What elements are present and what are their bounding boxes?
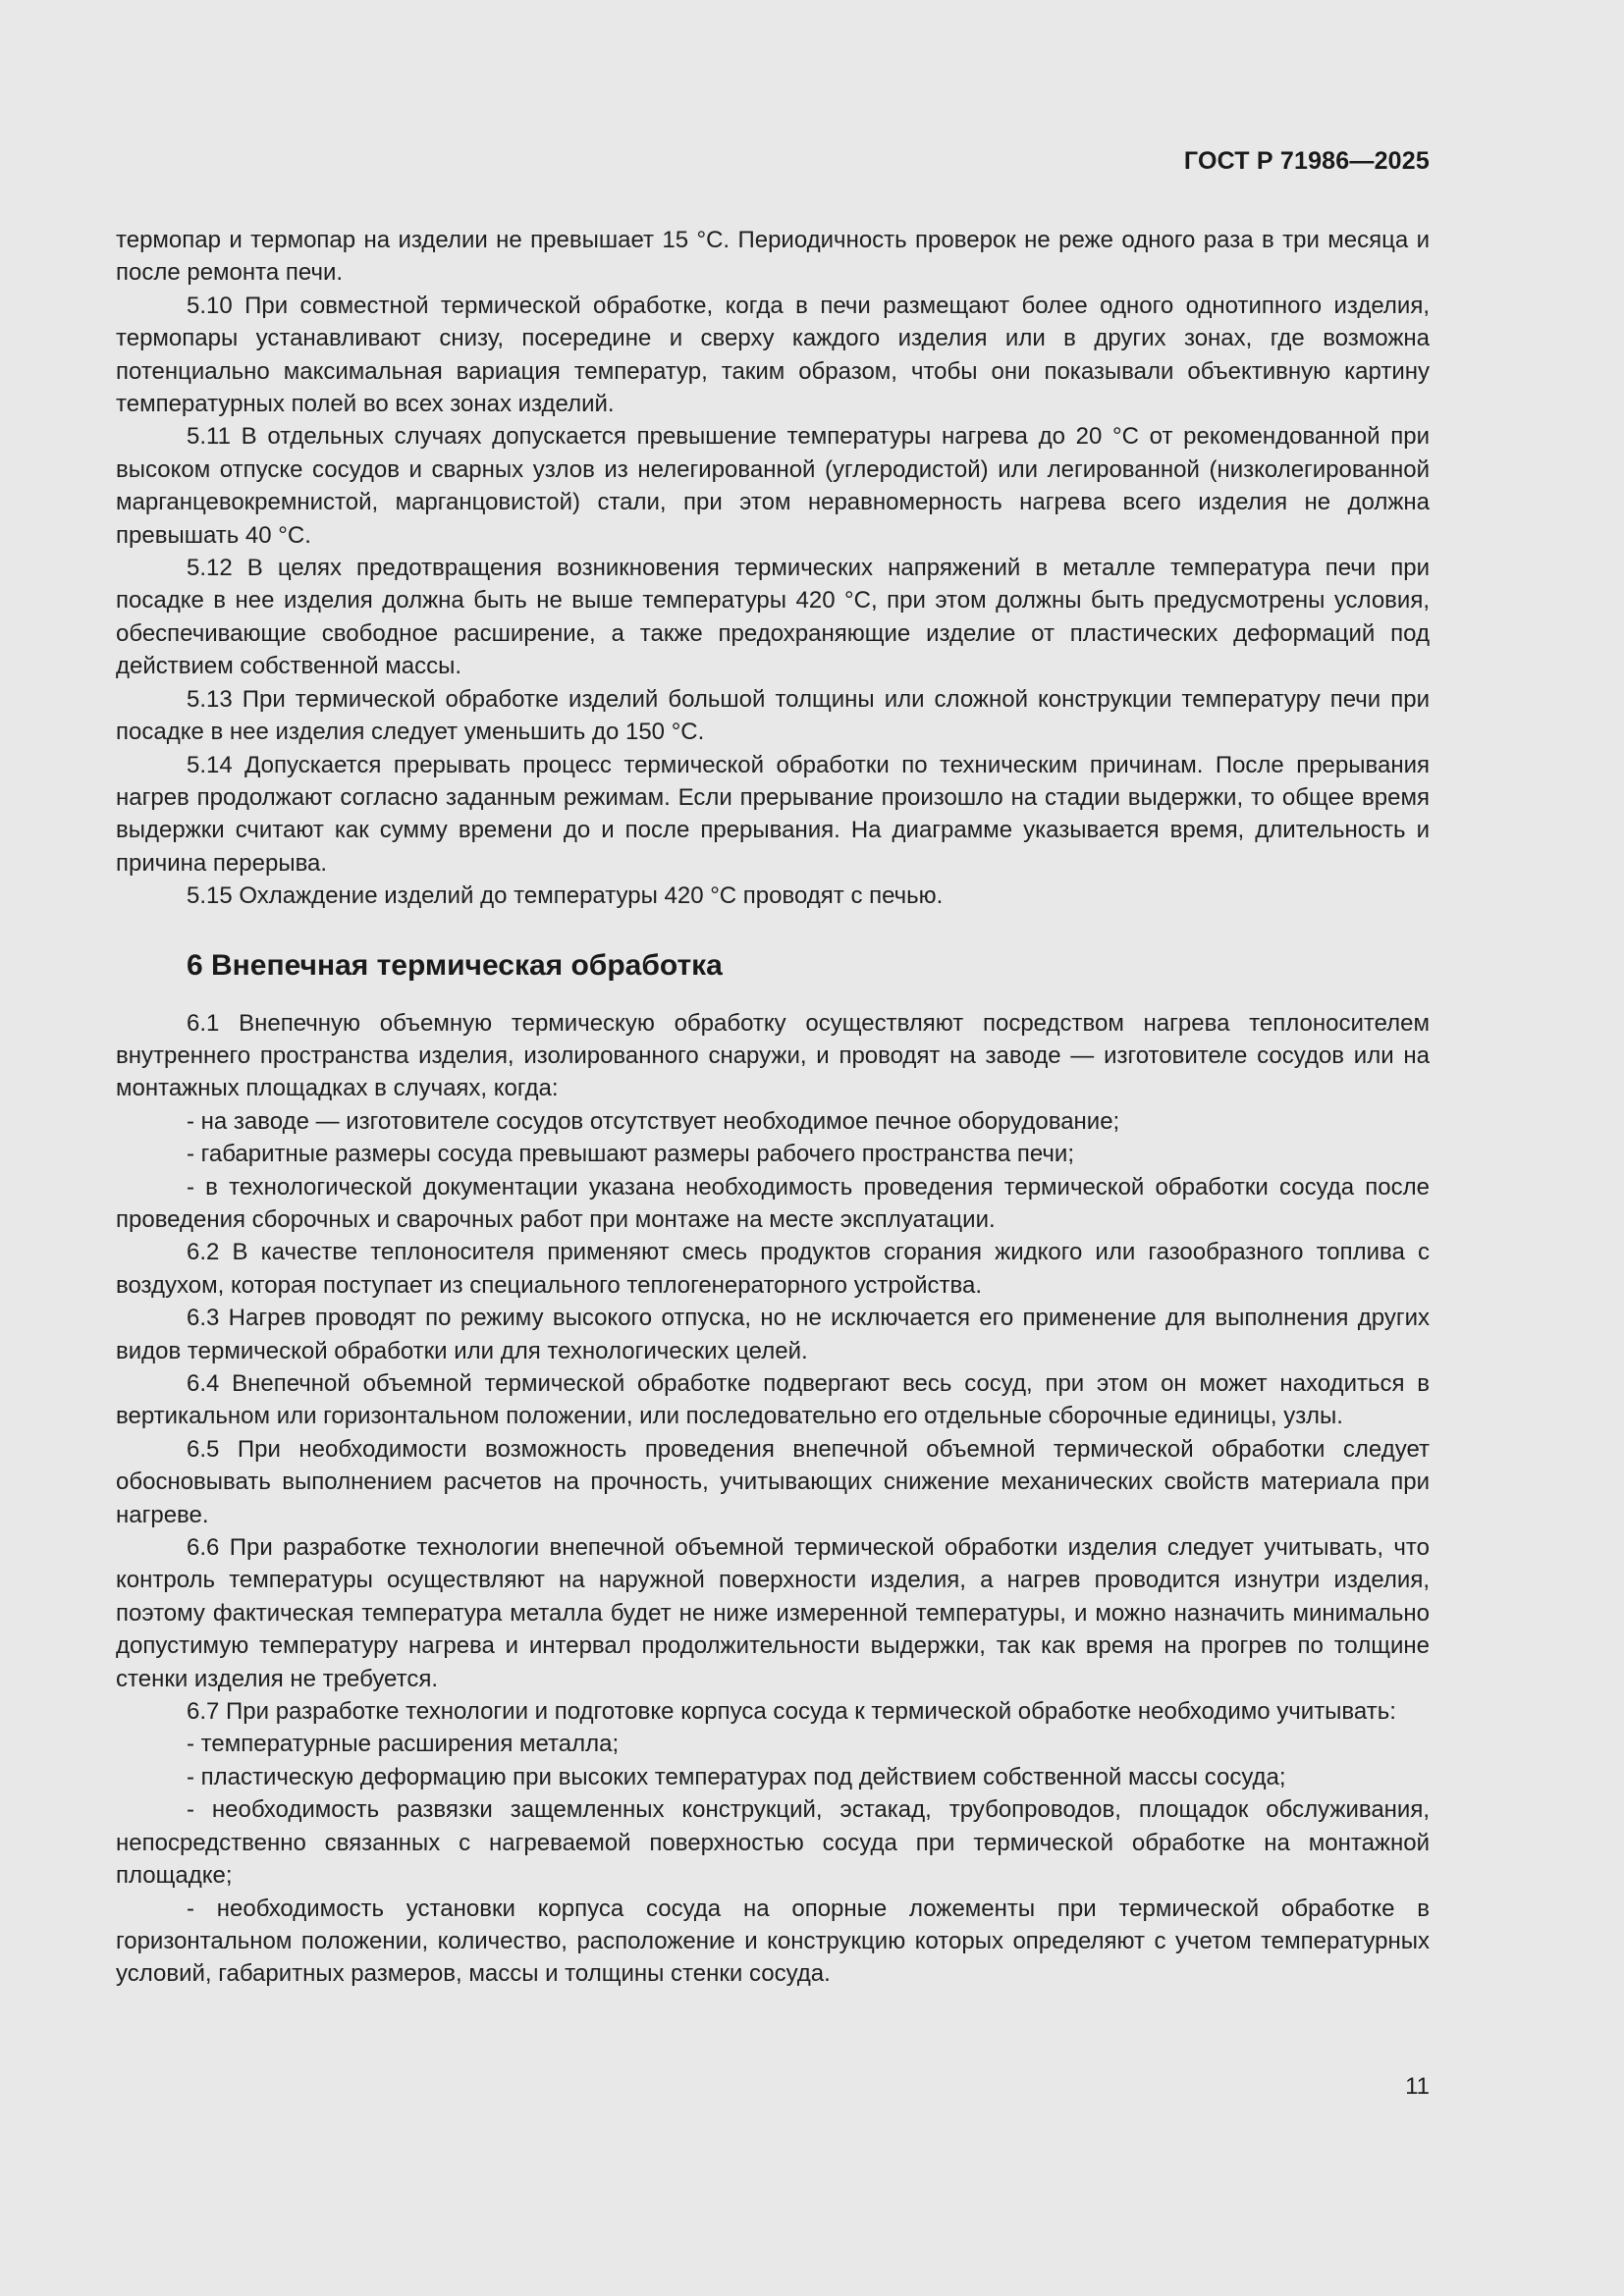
paragraph-6-2: 6.2 В качестве теплоносителя применяют смесь продуктов сгорания жидкого или газообразного топлива с воздухом, которая поступает из специального теплогенераторного устройства.: [116, 1239, 1430, 1299]
paragraph-6-5: 6.5 При необходимости возможность проведения внепечной объемной термической обработки следует обосновывать выполнением расчетов на прочность, учитывающих снижение механических свойств материала при нагреве.: [116, 1435, 1430, 1528]
paragraph-6-7: 6.7 При разработке технологии и подготовке корпуса сосуда к термической обработке необходимо учитывать:: [187, 1698, 1396, 1726]
paragraph-5-15: 5.15 Охлаждение изделий до температуры 420 °С проводят с печью.: [187, 882, 944, 910]
paragraph-5-12: 5.12 В целях предотвращения возникновения термических напряжений в металле температура печи при посадке в нее изделия должна быть не выше температуры 420 °С, при этом должны быть предусмотрены условия, обеспечивающие свободное расширение, а также предохраняющие изделие от пластических деформаций под действием собственной массы.: [116, 555, 1430, 680]
list-item: - пластическую деформацию при высоких температурах под действием собственной массы сосуда;: [187, 1763, 1286, 1790]
paragraph-5-10: 5.10 При совместной термической обработке, когда в печи размещают более одного однотипного изделия, термопары устанавливают снизу, посередине и сверху каждого изделия или в других зонах, где возможна потенциально максимальная вариация температур, таким образом, чтобы они показывали объективную картину температурных полей во всех зонах изделий.: [116, 292, 1430, 418]
page-number: 11: [1405, 2073, 1430, 2100]
section-heading: 6 Внепечная термическая обработка: [187, 948, 723, 982]
paragraph-5-11: 5.11 В отдельных случаях допускается превышение температуры нагрева до 20 °С от рекомендованной при высоком отпуске сосудов и сварных узлов из нелегированной (углеродистой) или легированной (низколегированной марганцевокремнистой, марганцовистой) стали, при этом неравномерность нагрева всего изделия не должна превышать 40 °С.: [116, 423, 1430, 549]
paragraph-6-1: 6.1 Внепечную объемную термическую обработку осуществляют посредством нагрева теплоносителем внутреннего пространства изделия, изолированного снаружи, и проводят на заводе — изготовителе сосудов или на монтажных площадках в случаях, когда:: [116, 1009, 1430, 1102]
document-body: [116, 224, 1430, 1991]
paragraph-6-3: 6.3 Нагрев проводят по режиму высокого отпуска, но не исключается его применение для выполнения других видов термической обработки или для технологических целей.: [116, 1305, 1430, 1364]
paragraph-5-13: 5.13 При термической обработке изделий большой толщины или сложной конструкции температуру печи при посадке в нее изделия следует уменьшить до 150 °С.: [116, 685, 1430, 746]
paragraph-continuation: термопар и термопар на изделии не превышает 15 °С. Периодичность проверок не реже одного раза в три месяца и после ремонта печи.: [116, 227, 1430, 287]
paragraph-5-14: 5.14 Допускается прерывать процесс термической обработки по техническим причинам. После прерывания нагрев продолжают согласно заданным режимам. Если прерывание произошло на стадии выдержки, то общее время выдержки считают как сумму времени до и после прерывания. На диаграмме указывается время, длительность и причина перерыва.: [116, 751, 1430, 877]
list-item: - необходимость развязки защемленных конструкций, эстакад, трубопроводов, площадок обслуживания, непосредственно связанных с нагреваемой поверхностью сосуда при термической обработке на монтажной площадке;: [116, 1796, 1430, 1890]
paragraph-6-4: 6.4 Внепечной объемной термической обработке подвергают весь сосуд, при этом он может находиться в вертикальном или горизонтальном положении, или последовательно его отдельные сборочные единицы, узлы.: [116, 1370, 1430, 1430]
list-item: - габаритные размеры сосуда превышают размеры рабочего пространства печи;: [187, 1141, 1074, 1168]
list-item: - необходимость установки корпуса сосуда на опорные ложементы при термической обработке в горизонтальном положении, количество, расположение и конструкцию которых определяют с учетом температурных условий, габаритных размеров, массы и толщины стенки сосуда.: [116, 1895, 1430, 1988]
document-header: ГОСТ Р 71986—2025: [1183, 147, 1430, 175]
paragraph-6-6: 6.6 При разработке технологии внепечной объемной термической обработки изделия следует учитывать, что контроль температуры осуществляют на наружной поверхности изделия, а нагрев проводится изнутри изделия, поэтому фактическая температура металла будет не ниже измеренной температуры, и можно назначить минимально допустимую температуру нагрева и интервал продолжительности выдержки, так как время на прогрев по толщине стенки изделия не требуется.: [116, 1534, 1430, 1692]
list-item: - температурные расширения металла;: [187, 1731, 620, 1758]
list-item: - в технологической документации указана необходимость проведения термической обработки сосуда после проведения сборочных и сварочных работ при монтаже на месте эксплуатации.: [116, 1173, 1430, 1233]
list-item: - на заводе — изготовителе сосудов отсутствует необходимое печное оборудование;: [187, 1107, 1120, 1135]
